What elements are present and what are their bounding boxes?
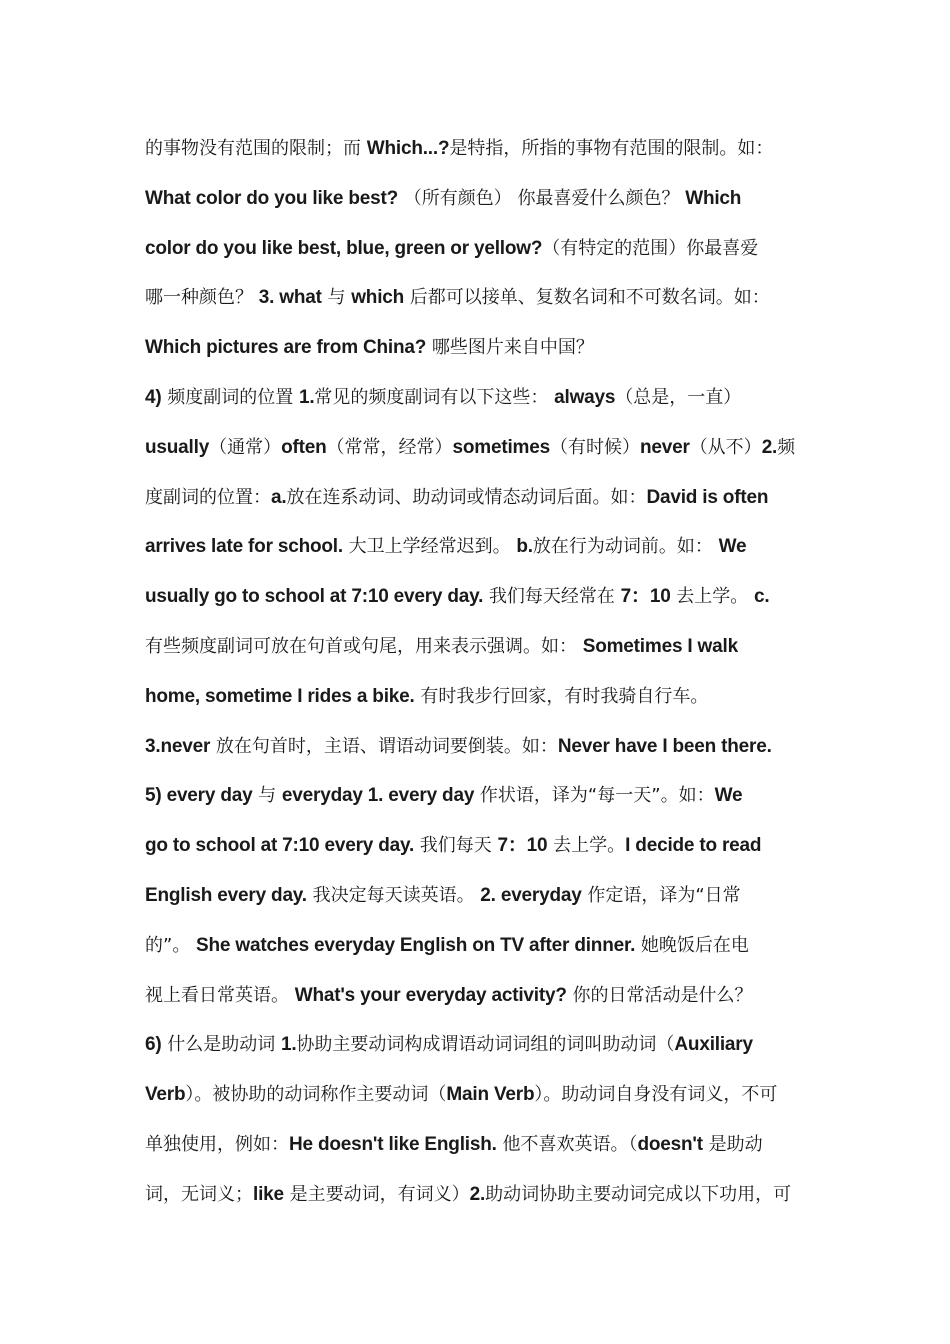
text-segment: 有些频度副词可放在句首或句尾，用来表示强调。如： — [145, 635, 583, 657]
text-line — [145, 821, 810, 871]
text-line — [145, 522, 810, 572]
text-segment: 词，无词义； — [145, 1183, 253, 1205]
bold-text-segment: always — [554, 386, 616, 408]
bold-text-segment: like — [253, 1183, 284, 1205]
bold-text-segment: Which pictures are from China? — [145, 337, 427, 359]
text-line — [145, 1020, 810, 1070]
text-segment: 助动词协助主要动词完成以下功用，可 — [485, 1183, 792, 1205]
bold-text-segment: 1. — [298, 386, 315, 408]
text-segment: 协助主要动词构成谓语动词词组的词叫助动词（ — [296, 1034, 675, 1056]
text-line — [145, 373, 810, 423]
text-segment: 我决定每天读英语。 — [306, 884, 481, 906]
text-segment: （有特定的范围）你最喜爱 — [542, 237, 759, 259]
text-segment: 度副词的位置： — [145, 486, 271, 508]
bold-text-segment: 7：10 — [497, 835, 548, 857]
text-segment: （所有颜色） 你最喜爱什么颜色？ — [398, 187, 686, 209]
bold-text-segment: What's your everyday activity? — [294, 984, 567, 1006]
bold-text-segment: 2. — [761, 436, 778, 458]
text-segment: 后都可以接单、复数名词和不可数名词。如： — [404, 287, 770, 309]
bold-text-segment: I decide to read — [625, 835, 762, 857]
text-line — [145, 871, 810, 921]
text-segment: 作状语，译为“每一天”。如： — [474, 785, 715, 807]
text-line — [145, 423, 810, 473]
text-segment: 的事物没有范围的限制；而 — [145, 138, 367, 159]
bold-text-segment: Never have I been there. — [557, 735, 772, 757]
bold-text-segment: 4) — [145, 386, 162, 408]
bold-text-segment: home, sometime I rides a bike. — [145, 685, 415, 707]
bold-text-segment: usually go to school at 7:10 every day. — [145, 586, 484, 608]
bold-text-segment: 3. what — [258, 287, 322, 309]
text-line — [145, 572, 810, 622]
bold-text-segment: everyday 1. every day — [281, 785, 475, 807]
text-segment: （从不） — [689, 436, 762, 458]
bold-text-segment: 3.never — [145, 735, 211, 757]
bold-text-segment: doesn't — [637, 1133, 703, 1155]
bold-text-segment: arrives late for school. — [145, 536, 343, 558]
text-segment: （通常） — [209, 436, 282, 458]
text-segment: （常常，经常） — [326, 436, 453, 458]
text-line — [145, 771, 810, 821]
text-segment: 他不喜欢英语。（ — [496, 1133, 638, 1155]
bold-text-segment: 6) — [145, 1034, 162, 1056]
bold-text-segment: Sometimes I walk — [582, 635, 738, 657]
text-segment: 的”。 — [145, 934, 197, 956]
text-line — [145, 1170, 810, 1220]
text-segment: 频 — [777, 436, 796, 458]
bold-text-segment: 1. — [280, 1034, 297, 1056]
bold-text-segment: 2. everyday — [480, 884, 582, 906]
text-line — [145, 971, 810, 1021]
bold-text-segment: Which...? — [366, 138, 450, 159]
text-line — [145, 921, 810, 971]
bold-text-segment: often — [281, 436, 327, 458]
text-line — [145, 622, 810, 672]
bold-text-segment: Main Verb — [446, 1084, 535, 1106]
bold-text-segment: 2. — [469, 1183, 486, 1205]
text-segment: 与 — [252, 785, 282, 807]
bold-text-segment: He doesn't like English. — [289, 1133, 497, 1155]
bold-text-segment: What color do you like best? — [145, 187, 399, 209]
text-line — [145, 1070, 810, 1120]
bold-text-segment: English every day. — [145, 884, 307, 906]
text-segment: 是助动 — [702, 1133, 763, 1155]
text-segment: 与 — [321, 287, 352, 309]
bold-text-segment: We — [718, 536, 747, 558]
text-line — [145, 273, 810, 323]
bold-text-segment: which — [351, 287, 405, 309]
bold-text-segment: We — [714, 785, 743, 807]
text-segment: 是特指，所指的事物有范围的限制。如： — [449, 138, 774, 159]
text-line — [145, 672, 810, 722]
bold-text-segment: a. — [271, 486, 287, 508]
text-segment: ）。助动词自身没有词义，不可 — [534, 1084, 778, 1106]
text-segment: 你的日常活动是什么？ — [566, 984, 753, 1006]
text-segment: 常见的频度副词有以下这些： — [314, 386, 555, 408]
text-segment: 有时我步行回家，有时我骑自行车。 — [414, 685, 709, 707]
bold-text-segment: 5) every day — [145, 785, 253, 807]
bold-text-segment: Auxiliary — [674, 1034, 753, 1056]
text-segment: 去上学。 — [547, 835, 626, 857]
text-line — [145, 1120, 810, 1170]
text-segment: 单独使用，例如： — [145, 1133, 289, 1155]
text-segment: （总是，一直） — [615, 386, 742, 408]
bold-text-segment: b. — [516, 536, 533, 558]
text-line — [145, 473, 810, 523]
text-segment: 什么是助动词 — [161, 1034, 281, 1056]
bold-text-segment: c. — [754, 586, 770, 608]
text-segment: 作定语，译为“日常 — [581, 884, 741, 906]
text-segment: 我们每天 — [414, 835, 498, 857]
text-segment: 放在行为动词前。如： — [532, 536, 719, 558]
text-segment: ）。被协助的动词称作主要动词（ — [185, 1084, 447, 1106]
bold-text-segment: never — [639, 436, 690, 458]
bold-text-segment: Which — [685, 187, 742, 209]
bold-text-segment: She watches everyday English on TV after dinner. — [196, 934, 636, 956]
text-line — [145, 722, 810, 772]
body-text — [145, 124, 810, 1220]
bold-text-segment: sometimes — [452, 436, 550, 458]
text-line — [145, 124, 810, 174]
text-segment: 她晚饭后在电 — [635, 934, 749, 956]
text-line — [145, 323, 810, 373]
text-segment: 哪一种颜色？ — [145, 287, 259, 309]
text-segment: 去上学。 — [670, 586, 755, 608]
bold-text-segment: color do you like best, blue, green or yellow? — [145, 237, 543, 259]
text-segment: 是主要动词，有词义） — [283, 1183, 470, 1205]
text-line — [145, 224, 810, 274]
bold-text-segment: David is often — [646, 486, 769, 508]
bold-text-segment: usually — [145, 436, 210, 458]
text-segment: 我们每天经常在 — [483, 586, 621, 608]
bold-text-segment: Verb — [145, 1084, 186, 1106]
text-line — [145, 174, 810, 224]
bold-text-segment: 7：10 — [620, 586, 671, 608]
text-segment: 视上看日常英语。 — [145, 984, 295, 1006]
text-segment: 放在句首时，主语、谓语动词要倒装。如： — [210, 735, 558, 757]
text-segment: 放在连系动词、助动词或情态动词后面。如： — [286, 486, 647, 508]
text-segment: 大卫上学经常迟到。 — [342, 536, 517, 558]
text-segment: 哪些图片来自中国？ — [426, 337, 594, 359]
text-segment: 频度副词的位置 — [161, 386, 299, 408]
text-segment: （有时候） — [549, 436, 640, 458]
bold-text-segment: go to school at 7:10 every day. — [145, 835, 415, 857]
